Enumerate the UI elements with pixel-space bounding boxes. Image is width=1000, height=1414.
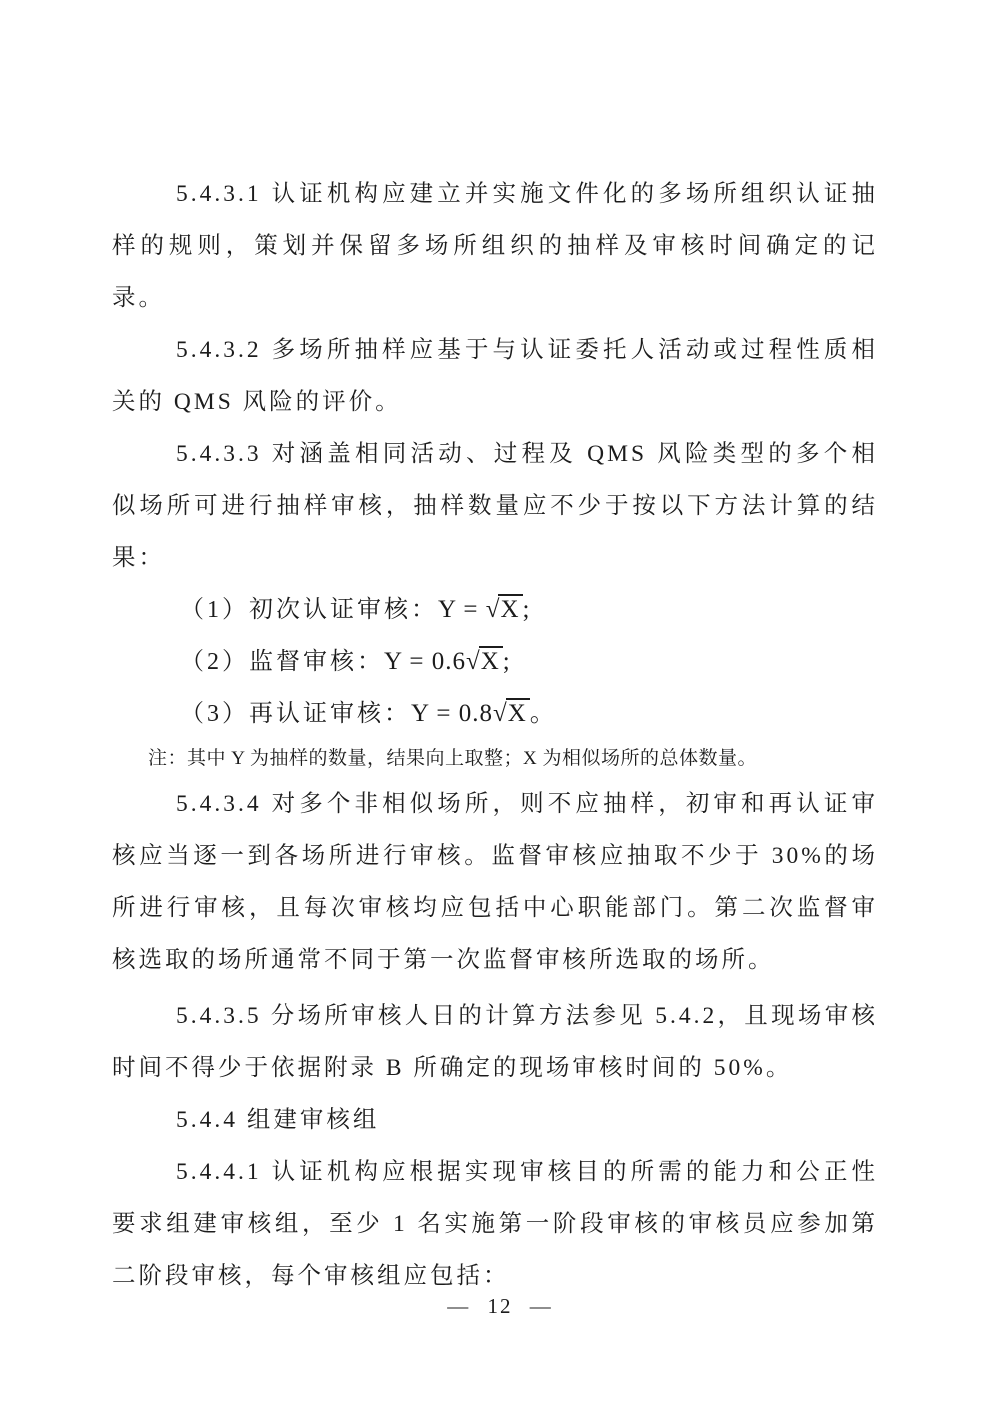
formula-expression: Y = √X ; [438, 596, 530, 623]
sqrt-icon: √ [465, 648, 481, 675]
note-line: 注：其中 Y 为抽样的数量，结果向上取整；X 为相似场所的总体数量。 [148, 748, 757, 769]
formula-surveillance-audit [112, 636, 878, 688]
paragraph-5.4.3.4: 5.4.3.4 对多个非相似场所，则不应抽样，初审和再认证审核应当逐一到各场所进行审核。监督审核应抽取不少于 30%的场所进行审核，且每次审核均应包括中心职能部门。第二次监督审核选取的场所通常不同于第一次监督审核所选取的场所。 [112, 791, 878, 973]
heading-5.4.4: 5.4.4 组建审核组 [176, 1107, 380, 1133]
square-root: √X [493, 700, 530, 727]
formula-expression: Y = 0.8√X 。 [411, 700, 556, 727]
square-root: √X [486, 596, 523, 623]
formula-initial-certification-audit [112, 584, 878, 636]
paragraph-5.4.3.1: 5.4.3.1 认证机构应建立并实施文件化的多场所组织认证抽样的规则，策划并保留多场所组织的抽样及审核时间确定的记录。 [112, 181, 878, 311]
sqrt-icon: √ [485, 596, 501, 623]
formula-recertification-audit [112, 688, 878, 740]
formula-label: （3）再认证审核： [180, 701, 411, 727]
formula-label: （2）监督审核： [180, 649, 384, 675]
paragraph-5.4.3.3: 5.4.3.3 对涵盖相同活动、过程及 QMS 风险类型的多个相似场所可进行抽样审核，抽样数量应不少于按以下方法计算的结果： [112, 441, 878, 571]
paragraph-5.4.3.2: 5.4.3.2 多场所抽样应基于与认证委托人活动或过程性质相关的 QMS 风险的评价。 [112, 337, 878, 415]
paragraph-5.4.4.1: 5.4.4.1 认证机构应根据实现审核目的所需的能力和公正性要求组建审核组，至少 1 名实施第一阶段审核的审核员应参加第二阶段审核，每个审核组应包括： [112, 1159, 878, 1289]
paragraph-5.4.3.5: 5.4.3.5 分场所审核人日的计算方法参见 5.4.2，且现场审核时间不得少于依据附录 B 所确定的现场审核时间的 50%。 [112, 1003, 878, 1081]
formula-expression: Y = 0.6√X ; [384, 648, 511, 675]
formula-label: （1）初次认证审核： [180, 597, 438, 623]
square-root: √X [466, 648, 503, 675]
sqrt-icon: √ [492, 700, 508, 727]
page-number: — 12 — [447, 1294, 553, 1318]
